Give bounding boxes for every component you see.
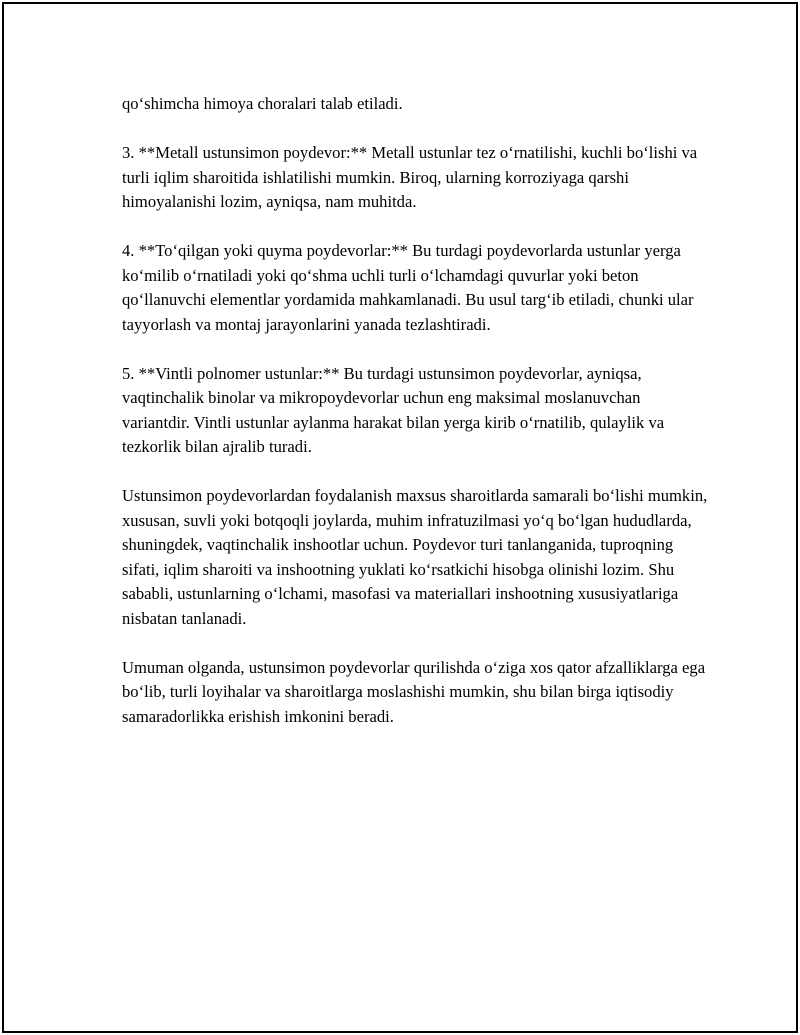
paragraph-continuation: qo‘shimcha himoya choralari talab etiladi. [122,94,403,113]
document-body [122,92,712,754]
paragraph-screw-piles: 5. **Vintli polnomer ustunlar:** Bu turdagi ustunsimon poydevorlar, ayniqsa, vaqtinchalik binolar va mikropoydevorlar uchun eng maksimal moslanuvchan variantdir. Vintli ustunlar aylanma harakat bilan yerga kirib o‘rnatilib, qulaylik va tezkorlik bilan ajralib turadi. [122,363,665,456]
document-page [2,2,798,1033]
paragraph-metal-foundation: 3. **Metall ustunsimon poydevor:** Metall ustunlar tez o‘rnatilishi, kuchli bo‘lishi va turli iqlim sharoitida ishlatilishi mumkin. Biroq, ularning korroziyaga qarshi himoyalanishi lozim, ayniqsa, nam muhitda. [122,143,698,211]
paragraph-usage-conditions: Ustunsimon poydevorlardan foydalanish maxsus sharoitlarda samarali bo‘lishi mumkin, xususan, suvli yoki botqoqli joylarda, muhim infratuzilmasi yo‘q bo‘lgan hududlarda, shuningdek, vaqtinchalik inshootlar uchun. Poydevor turi tanlanganida, tuproqning sifati, iqlim sharoiti va inshootning yuklati ko‘rsatkichi hisobga olinishi lozim. Shu sababli, ustunlarning o‘lchami, masofasi va materiallari inshootning xususiyatlariga nisbatan tanlanadi. [122,486,708,628]
paragraph-woven-cast-foundation: 4. **To‘qilgan yoki quyma poydevorlar:** Bu turdagi poydevorlarda ustunlar yerga ko‘milib o‘rnatiladi yoki qo‘shma uchli turli o‘lchamdagi quvurlar yoki beton qo‘llanuvchi elementlar yordamida mahkamlanadi. Bu usul targ‘ib etiladi, chunki ular tayyorlash va montaj jarayonlarini yanada tezlashtiradi. [122,241,694,334]
paragraph-conclusion: Umuman olganda, ustunsimon poydevorlar qurilishda o‘ziga xos qator afzalliklarga ega bo‘lib, turli loyihalar va sharoitlarga moslashishi mumkin, shu bilan birga iqtisodiy samaradorlikka erishish imkonini beradi. [122,657,706,726]
